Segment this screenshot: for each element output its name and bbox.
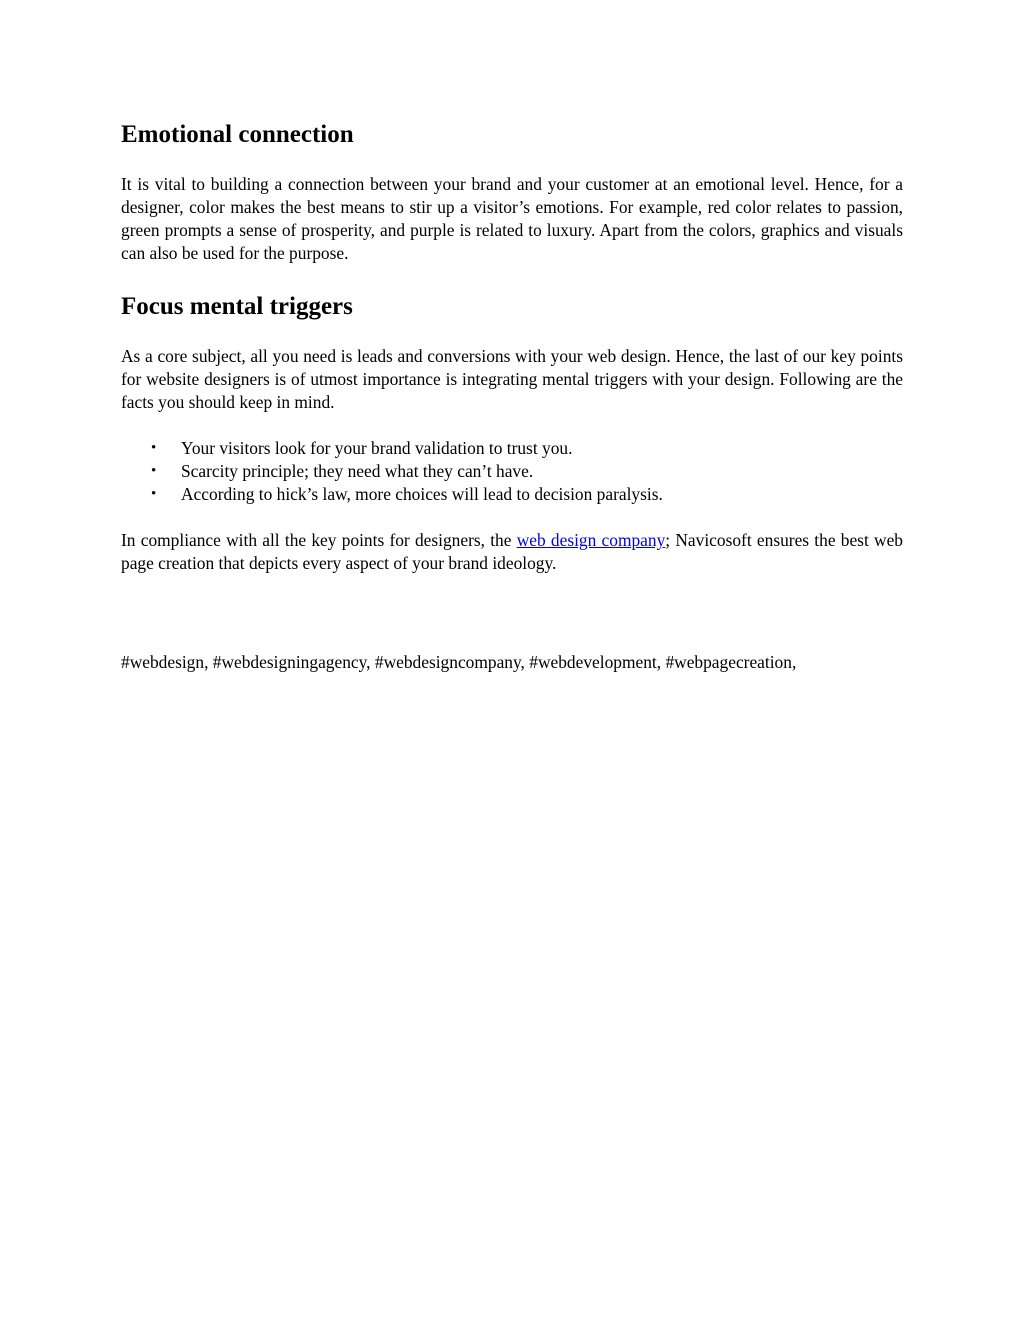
list-item-text: Your visitors look for your brand validation to trust you. — [181, 438, 573, 458]
bullet-icon: • — [151, 440, 157, 456]
heading-emotional-connection: Emotional connection — [121, 121, 354, 148]
bullet-icon: • — [151, 486, 157, 502]
heading-focus-mental-triggers: Focus mental triggers — [121, 293, 353, 320]
web-design-company-link[interactable]: web design company — [516, 530, 666, 550]
document-page — [121, 118, 903, 674]
paragraph-emotional-connection: It is vital to building a connection between your brand and your customer at an emotional level. Hence, for a designer, color makes the best means to stir up a visitor’s emotions. For example, red color relates to passion, green prompts a sense of prosperity, and purple is related to luxury. Apart from the colors, graphics and visuals can also be used for the purpose. — [121, 174, 903, 263]
list-item — [121, 483, 903, 506]
bullet-icon: • — [151, 463, 157, 479]
paragraph-focus-mental-triggers: As a core subject, all you need is leads and conversions with your web design. Hence, the last of our key points for website designers is of utmost importance is integrating mental triggers with your design. Following are the facts you should keep in mind. — [121, 346, 903, 412]
list-item — [121, 437, 903, 460]
paragraph-compliance — [121, 529, 903, 575]
compliance-text-after: ; Navicosoft ensures the best web page creation that depicts every aspect of your brand ideology. — [121, 530, 903, 573]
hashtags-line: #webdesign, #webdesigningagency, #webdesigncompany, #webdevelopment, #webpagecreation, — [121, 652, 797, 672]
list-item-text: According to hick’s law, more choices will lead to decision paralysis. — [181, 484, 663, 504]
list-item-text: Scarcity principle; they need what they can’t have. — [181, 461, 534, 481]
bullet-list — [121, 437, 903, 506]
list-item — [121, 460, 903, 483]
compliance-text-before: In compliance with all the key points for designers, the — [121, 530, 517, 550]
